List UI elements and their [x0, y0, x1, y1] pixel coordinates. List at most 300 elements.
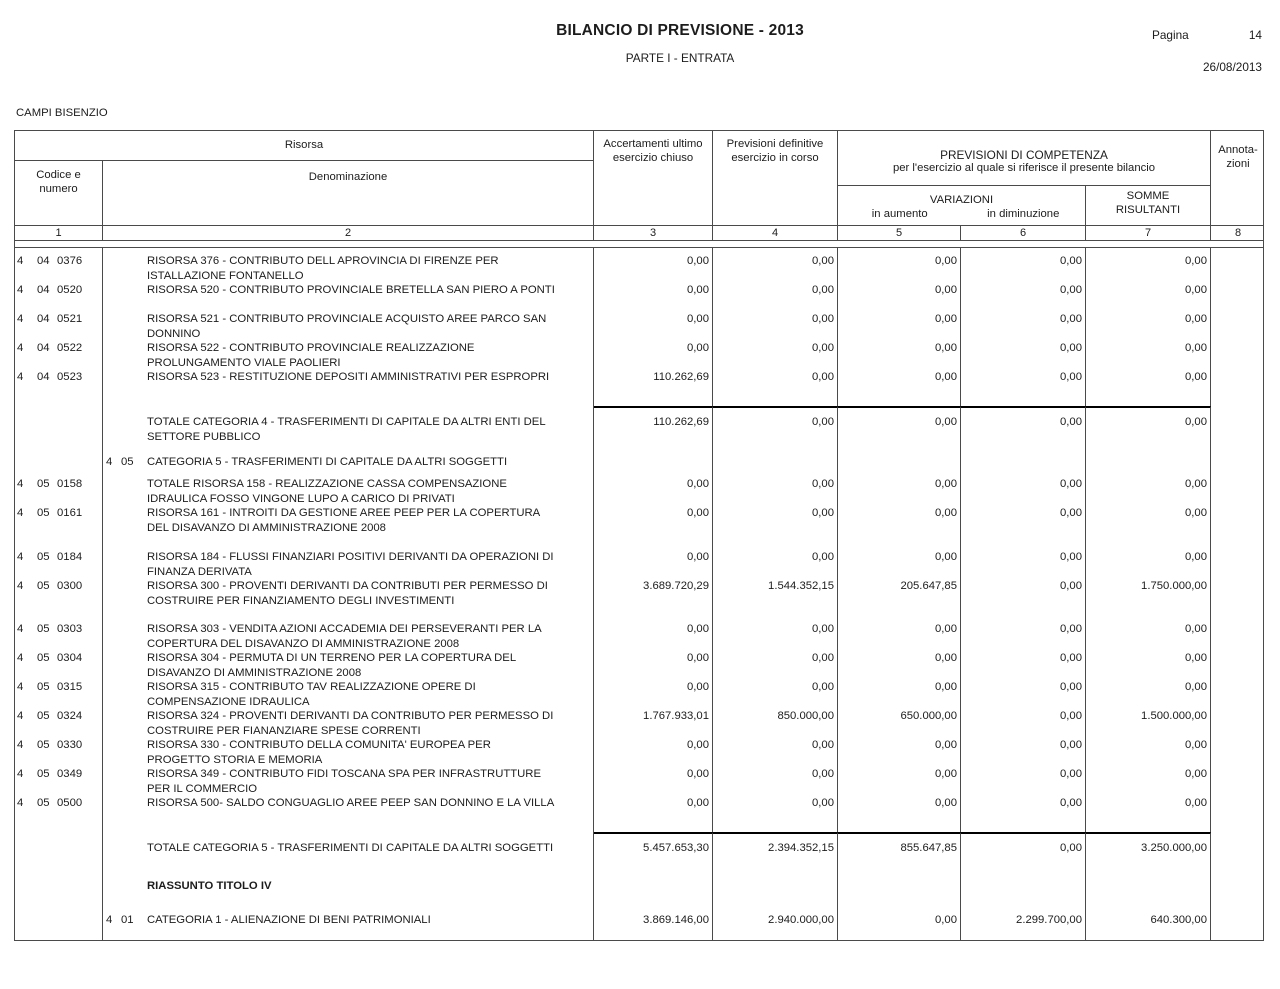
value-cell-col7	[1086, 341, 1211, 370]
code-part: 0376	[57, 255, 83, 267]
code-part: 0523	[57, 371, 83, 383]
annotazioni-cell	[1211, 254, 1265, 283]
value-cell-col3	[594, 841, 713, 870]
value-cell-col4	[713, 841, 838, 870]
table-row-resource	[15, 767, 1263, 796]
code-part: 0520	[57, 284, 83, 296]
table-row-resource	[15, 622, 1263, 651]
value-cell-col3	[594, 477, 713, 506]
value-cell-col6	[961, 579, 1086, 622]
amount-value: 0,00	[687, 313, 709, 325]
table-row-category	[15, 455, 1263, 470]
denominazione-cell	[103, 680, 594, 709]
code-part: 4	[17, 284, 24, 296]
code-part: 4	[17, 551, 24, 563]
value-cell-col6	[961, 550, 1086, 579]
value-cell-col3	[594, 796, 713, 825]
amount-value: 0,00	[687, 551, 709, 563]
bottom-filler-row	[15, 928, 1263, 940]
amount-value: 0,00	[687, 478, 709, 490]
amount-value: 0,00	[1060, 768, 1082, 780]
annotazioni-cell	[1211, 579, 1265, 622]
code-part: 05	[37, 507, 50, 519]
value-cell-col4	[713, 254, 838, 283]
annotazioni-cell	[1211, 370, 1265, 399]
denominazione-cell	[103, 796, 594, 825]
column-number-2: 2	[103, 226, 594, 240]
annotazioni-cell	[1211, 738, 1265, 767]
value-cell-col3	[594, 254, 713, 283]
code-part: 4	[17, 768, 24, 780]
denominazione-cell	[103, 622, 594, 651]
code-part: 01	[121, 914, 134, 926]
amount-value: 0,00	[1185, 342, 1207, 354]
annotazioni-cell	[1211, 415, 1265, 444]
table-row-resource	[15, 370, 1263, 399]
header-competenza-line1: PREVISIONI DI COMPETENZA	[940, 147, 1108, 162]
value-cell-col6	[961, 709, 1086, 738]
amount-value: 0,00	[935, 739, 957, 751]
table-row-resource	[15, 477, 1263, 506]
value-cell-col5	[838, 709, 961, 738]
column-number-7: 7	[1086, 226, 1211, 240]
code-part: 4	[17, 507, 24, 519]
value-cell-col4	[713, 312, 838, 341]
budget-table	[14, 130, 1264, 941]
value-cell-col7	[1086, 879, 1211, 894]
value-cell-col3	[594, 767, 713, 796]
value-cell-col5	[838, 254, 961, 283]
header-denominazione: Denominazione	[103, 161, 594, 225]
amount-value: 0,00	[687, 507, 709, 519]
row-description: RISORSA 300 - PROVENTI DERIVANTI DA CONTRIBUTI PER PERMESSO DI COSTRUIRE PER FINANZIAMENTO DEGLI INVESTIMENTI	[147, 580, 548, 607]
codice-cell	[15, 312, 103, 341]
amount-value: 0,00	[935, 478, 957, 490]
table-body	[14, 247, 1264, 941]
amount-value: 0,00	[1185, 652, 1207, 664]
amount-value: 0,00	[1060, 313, 1082, 325]
amount-value: 0,00	[935, 416, 957, 428]
amount-value: 0,00	[1060, 255, 1082, 267]
value-cell-col3	[594, 455, 713, 470]
amount-value: 0,00	[1060, 842, 1082, 854]
value-cell-col7	[1086, 477, 1211, 506]
value-cell-col3	[594, 651, 713, 680]
amount-value: 0,00	[935, 652, 957, 664]
amount-value: 110.262,69	[653, 416, 709, 428]
header-annotazioni: Annota-zioni	[1218, 144, 1258, 170]
denominazione-cell	[103, 455, 594, 470]
amount-value: 0,00	[812, 342, 834, 354]
value-cell-col7	[1086, 506, 1211, 535]
row-description: RISORSA 304 - PERMUTA DI UN TERRENO PER LA COPERTURA DEL DISAVANZO DI AMMINISTRAZIONE 2008	[147, 652, 516, 679]
page-number-row	[1152, 28, 1262, 42]
value-cell-col6	[961, 680, 1086, 709]
denominazione-cell	[103, 767, 594, 796]
amount-value: 0,00	[812, 768, 834, 780]
denominazione-cell	[103, 550, 594, 579]
codice-cell	[15, 913, 103, 928]
amount-value: 650.000,00	[900, 710, 957, 722]
resource-code	[15, 341, 102, 356]
table-row-resource	[15, 680, 1263, 709]
row-description: RIASSUNTO TITOLO IV	[147, 880, 272, 892]
value-cell-col3	[594, 622, 713, 651]
code-part: 05	[37, 797, 50, 809]
value-cell-col5	[838, 506, 961, 535]
value-cell-col6	[961, 767, 1086, 796]
value-cell-col3	[594, 283, 713, 312]
value-cell-col7	[1086, 622, 1211, 651]
value-cell-col6	[961, 622, 1086, 651]
value-cell-col3	[594, 370, 713, 399]
value-cell-col4	[713, 550, 838, 579]
value-cell-col7	[1086, 283, 1211, 312]
row-description: RISORSA 330 - CONTRIBUTO DELLA COMUNITA' EUROPEA PER PROGETTO STORIA E MEMORIA	[147, 739, 491, 766]
amount-value: 0,00	[1060, 342, 1082, 354]
annotazioni-cell	[1211, 680, 1265, 709]
amount-value: 0,00	[935, 797, 957, 809]
code-part: 0303	[57, 623, 83, 635]
amount-value: 0,00	[812, 507, 834, 519]
amount-value: 0,00	[935, 342, 957, 354]
table-row-resource	[15, 283, 1263, 312]
codice-cell	[15, 622, 103, 651]
amount-value: 2.394.352,15	[768, 842, 834, 854]
resource-code	[15, 622, 102, 637]
page-number-label: Pagina	[1152, 28, 1189, 42]
value-cell-col5	[838, 341, 961, 370]
annotazioni-cell	[1211, 283, 1265, 312]
annotazioni-cell	[1211, 477, 1265, 506]
value-cell-col6	[961, 283, 1086, 312]
amount-value: 0,00	[1060, 284, 1082, 296]
header-variazioni	[838, 186, 1086, 225]
value-cell-col4	[713, 622, 838, 651]
denominazione-cell	[103, 370, 594, 399]
value-cell-col5	[838, 913, 961, 928]
code-part: 0184	[57, 551, 83, 563]
resource-code	[15, 550, 102, 565]
code-part: 05	[37, 652, 50, 664]
value-cell-col6	[961, 651, 1086, 680]
codice-cell	[15, 283, 103, 312]
spacer-row	[15, 825, 1263, 832]
header-previsioni: Previsioni definitive esercizio in corso	[713, 131, 838, 225]
amount-value: 2.940.000,00	[768, 914, 834, 926]
table-row-resource	[15, 651, 1263, 680]
annotazioni-cell	[1211, 312, 1265, 341]
amount-value: 0,00	[687, 623, 709, 635]
value-cell-col5	[838, 550, 961, 579]
value-cell-col7	[1086, 370, 1211, 399]
codice-cell	[15, 651, 103, 680]
resource-code	[15, 651, 102, 666]
value-cell-col6	[961, 312, 1086, 341]
entity-name: CAMPI BISENZIO	[16, 107, 108, 119]
value-cell-col5	[838, 680, 961, 709]
denominazione-cell	[103, 341, 594, 370]
amount-value: 0,00	[1060, 371, 1082, 383]
header-in-aumento: in aumento	[871, 207, 928, 220]
value-cell-col6	[961, 370, 1086, 399]
header-somme-risultanti: SOMME RISULTANTI	[1086, 186, 1211, 225]
amount-value: 0,00	[1060, 739, 1082, 751]
code-part: 0304	[57, 652, 83, 664]
codice-cell	[15, 550, 103, 579]
row-description: RISORSA 521 - CONTRIBUTO PROVINCIALE ACQUISTO AREE PARCO SAN DONNINO	[147, 313, 547, 340]
denominazione-cell	[103, 477, 594, 506]
page-title: BILANCIO DI PREVISIONE - 2013	[556, 22, 804, 39]
header-accertamenti: Accertamenti ultimo esercizio chiuso	[594, 131, 713, 225]
amount-value: 0,00	[1185, 681, 1207, 693]
amount-value: 0,00	[812, 623, 834, 635]
table-row-resource	[15, 341, 1263, 370]
denominazione-cell	[103, 312, 594, 341]
amount-value: 0,00	[935, 313, 957, 325]
value-cell-col4	[713, 738, 838, 767]
value-cell-col7	[1086, 651, 1211, 680]
codice-cell	[15, 477, 103, 506]
denominazione-cell	[103, 579, 594, 622]
value-cell-col6	[961, 415, 1086, 444]
value-cell-col3	[594, 579, 713, 622]
amount-value: 0,00	[1060, 551, 1082, 563]
denominazione-cell	[103, 506, 594, 535]
spacer-row	[15, 535, 1263, 550]
code-part: 04	[37, 342, 50, 354]
annotazioni-cell	[1211, 709, 1265, 738]
code-part: 05	[37, 739, 50, 751]
column-number-8: 8	[1234, 227, 1242, 239]
amount-value: 5.457.653,30	[643, 842, 709, 854]
header-codice-numero: Codice e numero	[15, 161, 103, 225]
value-cell-col7	[1086, 579, 1211, 622]
column-number-4: 4	[713, 226, 838, 240]
amount-value: 0,00	[1185, 551, 1207, 563]
codice-cell	[15, 341, 103, 370]
amount-value: 0,00	[935, 371, 957, 383]
table-row-resource	[15, 254, 1263, 283]
code-part: 05	[37, 681, 50, 693]
amount-value: 0,00	[1185, 739, 1207, 751]
value-cell-col7	[1086, 312, 1211, 341]
spacer-row	[15, 399, 1263, 406]
amount-value: 0,00	[687, 284, 709, 296]
amount-value: 205.647,85	[900, 580, 957, 592]
codice-cell	[15, 796, 103, 825]
code-part: 0521	[57, 313, 83, 325]
value-cell-col5	[838, 477, 961, 506]
code-part: 05	[37, 478, 50, 490]
value-cell-col6	[961, 738, 1086, 767]
table-row-category	[15, 913, 1263, 928]
value-cell-col5	[838, 879, 961, 894]
amount-value: 0,00	[935, 551, 957, 563]
value-cell-col5	[838, 651, 961, 680]
value-cell-col4	[713, 579, 838, 622]
codice-cell	[15, 767, 103, 796]
code-part: 05	[37, 580, 50, 592]
amount-value: 0,00	[1185, 507, 1207, 519]
denominazione-cell	[103, 879, 594, 894]
code-part: 0349	[57, 768, 83, 780]
codice-cell	[15, 370, 103, 399]
row-description: RISORSA 523 - RESTITUZIONE DEPOSITI AMMINISTRATIVI PER ESPROPRI	[147, 371, 550, 383]
code-part: 4	[106, 456, 113, 468]
amount-value: 0,00	[812, 652, 834, 664]
resource-code	[15, 767, 102, 782]
amount-value: 110.262,69	[653, 371, 709, 383]
value-cell-col3	[594, 879, 713, 894]
header-risorsa: Risorsa	[15, 131, 594, 161]
amount-value: 640.300,00	[1150, 914, 1207, 926]
code-part: 0161	[57, 507, 83, 519]
amount-value: 0,00	[1060, 797, 1082, 809]
codice-cell	[15, 254, 103, 283]
table-row-total	[15, 841, 1263, 870]
row-description: RISORSA 500- SALDO CONGUAGLIO AREE PEEP SAN DONNINO E LA VILLA	[147, 797, 555, 809]
value-cell-col5	[838, 415, 961, 444]
amount-value: 0,00	[1060, 710, 1082, 722]
code-part: 4	[17, 797, 24, 809]
value-cell-col6	[961, 879, 1086, 894]
code-part: 0324	[57, 710, 83, 722]
amount-value: 0,00	[1185, 255, 1207, 267]
value-cell-col4	[713, 283, 838, 312]
code-part: 4	[17, 681, 24, 693]
value-cell-col3	[594, 415, 713, 444]
value-cell-col7	[1086, 709, 1211, 738]
code-part: 4	[17, 371, 24, 383]
code-part: 4	[17, 580, 24, 592]
value-cell-col4	[713, 370, 838, 399]
code-part: 4	[17, 255, 24, 267]
value-cell-col4	[713, 913, 838, 928]
value-cell-col4	[713, 477, 838, 506]
codice-cell	[15, 579, 103, 622]
row-description: CATEGORIA 5 - TRASFERIMENTI DI CAPITALE DA ALTRI SOGGETTI	[147, 456, 508, 468]
value-cell-col4	[713, 415, 838, 444]
amount-value: 0,00	[687, 797, 709, 809]
value-cell-col5	[838, 312, 961, 341]
amount-value: 0,00	[687, 739, 709, 751]
spacer-row	[15, 870, 1263, 879]
annotazioni-cell	[1211, 796, 1265, 825]
amount-value: 0,00	[935, 768, 957, 780]
row-description: TOTALE CATEGORIA 5 - TRASFERIMENTI DI CAPITALE DA ALTRI SOGGETTI	[147, 842, 554, 854]
value-cell-col5	[838, 738, 961, 767]
code-part: 4	[17, 739, 24, 751]
amount-value: 0,00	[1060, 681, 1082, 693]
code-part: 4	[17, 652, 24, 664]
table-row-resource	[15, 312, 1263, 341]
value-cell-col3	[594, 680, 713, 709]
value-cell-col7	[1086, 841, 1211, 870]
header-in-diminuzione: in diminuzione	[987, 207, 1060, 220]
row-description: RISORSA 376 - CONTRIBUTO DELL APROVINCIA DI FIRENZE PER ISTALLAZIONE FONTANELLO	[147, 255, 499, 282]
amount-value: 0,00	[1060, 623, 1082, 635]
spacer-row	[15, 894, 1263, 913]
column-number-1: 1	[15, 226, 103, 240]
annotazioni-cell	[1211, 651, 1265, 680]
amount-value: 0,00	[1185, 768, 1207, 780]
amount-value: 3.689.720,29	[643, 580, 709, 592]
amount-value: 0,00	[935, 914, 957, 926]
amount-value: 0,00	[812, 551, 834, 563]
row-description: RISORSA 349 - CONTRIBUTO FIDI TOSCANA SPA PER INFRASTRUTTURE PER IL COMMERCIO	[147, 768, 541, 795]
value-cell-col6	[961, 477, 1086, 506]
code-part: 4	[17, 710, 24, 722]
denominazione-cell	[103, 651, 594, 680]
row-description: TOTALE RISORSA 158 - REALIZZAZIONE CASSA COMPENSAZIONE IDRAULICA FOSSO VINGONE LUPO A CARICO DI PRIVATI	[147, 478, 507, 505]
value-cell-col7	[1086, 415, 1211, 444]
code-part: 04	[37, 313, 50, 325]
amount-value: 0,00	[812, 371, 834, 383]
amount-value: 0,00	[812, 739, 834, 751]
amount-value: 0,00	[1185, 371, 1207, 383]
denominazione-cell	[103, 913, 594, 928]
amount-value: 850.000,00	[777, 710, 834, 722]
value-cell-col4	[713, 341, 838, 370]
amount-value: 0,00	[935, 255, 957, 267]
amount-value: 0,00	[812, 478, 834, 490]
amount-value: 0,00	[812, 284, 834, 296]
category-code	[106, 913, 134, 928]
value-cell-col6	[961, 796, 1086, 825]
amount-value: 2.299.700,00	[1016, 914, 1082, 926]
value-cell-col6	[961, 913, 1086, 928]
header-previsioni-competenza	[838, 131, 1211, 186]
row-description: TOTALE CATEGORIA 4 - TRASFERIMENTI DI CAPITALE DA ALTRI ENTI DEL SETTORE PUBBLICO	[147, 416, 546, 443]
resource-code	[15, 283, 102, 298]
value-cell-col5	[838, 622, 961, 651]
page-number-value: 14	[1248, 28, 1262, 42]
value-cell-col7	[1086, 738, 1211, 767]
value-cell-col5	[838, 579, 961, 622]
table-row-resource	[15, 796, 1263, 825]
amount-value: 0,00	[1060, 416, 1082, 428]
codice-cell	[15, 415, 103, 444]
code-part: 04	[37, 255, 50, 267]
page-subtitle: PARTE I - ENTRATA	[625, 51, 735, 65]
amount-value: 0,00	[812, 681, 834, 693]
value-cell-col4	[713, 680, 838, 709]
value-cell-col4	[713, 455, 838, 470]
row-description: RISORSA 324 - PROVENTI DERIVANTI DA CONTRIBUTO PER PERMESSO DI COSTRUIRE PER FIANANZIARE SPESE CORRENTI	[147, 710, 554, 737]
amount-value: 0,00	[687, 652, 709, 664]
document-date: 26/08/2013	[1202, 60, 1262, 74]
code-part: 4	[17, 342, 24, 354]
value-cell-col4	[713, 651, 838, 680]
amount-value: 3.869.146,00	[643, 914, 709, 926]
annotazioni-cell	[1211, 341, 1265, 370]
code-part: 0300	[57, 580, 83, 592]
annotazioni-cell	[1211, 767, 1265, 796]
table-row-resource	[15, 579, 1263, 622]
category-code	[106, 455, 134, 470]
value-cell-col4	[713, 709, 838, 738]
resource-code	[15, 796, 102, 811]
code-part: 05	[37, 623, 50, 635]
value-cell-col3	[594, 341, 713, 370]
amount-value: 3.250.000,00	[1141, 842, 1207, 854]
annotazioni-cell	[1211, 550, 1265, 579]
amount-value: 0,00	[935, 623, 957, 635]
codice-cell	[15, 738, 103, 767]
amount-value: 0,00	[687, 768, 709, 780]
annotazioni-cell	[1211, 841, 1265, 870]
